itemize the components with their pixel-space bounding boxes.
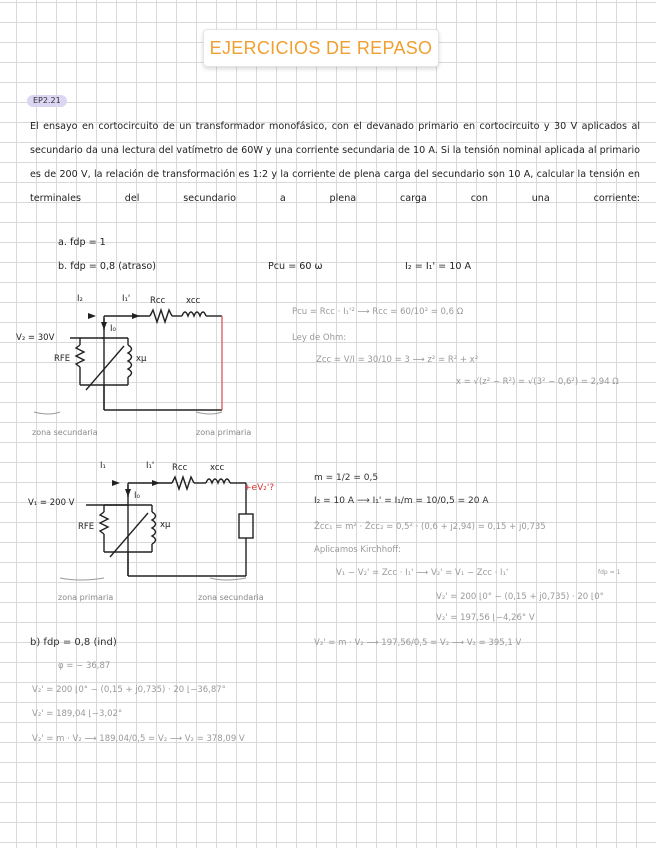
calc2-kirchhoff: Aplicamos Kirchhoff: [314, 545, 402, 555]
calc2-fdp-note: fdp = 1 [598, 569, 621, 576]
circuit1-io-label: I₀ [110, 324, 116, 334]
calc2-i2: I₂ = 10 A ⟶ I₁' = I₁/m = 10/0,5 = 20 A [314, 496, 489, 506]
calc2-final: V₂' = m · V₂ ⟶ 197,56/0,5 = V₂ ⟶ V₂ = 395,1 V [314, 638, 522, 648]
calc1-line2: Ley de Ohm: [292, 333, 347, 343]
part-b-line2: V₂' = 189,04 ⌊−3,02° [32, 709, 123, 719]
circuit1-zone-left: zona secundaria [32, 428, 98, 437]
circuit2-xmu-label: xμ [160, 520, 171, 530]
circuit2-output: +eV₂'? [244, 483, 275, 493]
part-b-phi: φ = − 36,87 [58, 661, 111, 671]
calc1-line1: Pcu = Rcc · I₁'² ⟶ Rcc = 60/10² = 0,6 Ω [292, 307, 464, 317]
case-a: a. fdp = 1 [58, 237, 106, 248]
circuit1-rcc-label: Rcc [150, 296, 166, 306]
calc2-zcc: Z̄cc₁ = m² · Z̄cc₂ = 0,5² · (0,6 + j2,94) = 0,15 + j0,735 [314, 522, 546, 532]
problem-statement: El ensayo en cortocircuito de un transformador monofásico, con el devanado primario en cortocircuito y 30 V aplicados al secundario da una lectura del vatímetro de 60W y una corriente secundaria de 10 A. Si la tensión nominal aplicada al primario es de 200 V, la relación de transformación es 1:2 y la corriente de plena carga del secundario son 10 A, calcular la tensión en terminales del secundario a plena carga con una corriente: [30, 121, 640, 204]
part-b-heading: b) fdp = 0,8 (ind) [30, 637, 117, 648]
part-b-line1: V₂' = 200 ⌊0° − (0,15 + j0,735) · 20 ⌊−36,87° [32, 685, 226, 695]
given-current: I₂ = I₁' = 10 A [405, 261, 472, 272]
given-pcu: Pcu = 60 ω [268, 261, 323, 272]
circuit1-voltage: V₂ = 30V [16, 333, 55, 343]
circuit1-i2-label: I₂ [77, 294, 83, 304]
circuit2-rfe-label: RFE [78, 522, 95, 532]
circuit2-zone-right: zona secundaria [198, 593, 264, 602]
circuit2-voltage: V₁ = 200 V [28, 498, 75, 508]
circuit1-xcc-label: xcc [186, 296, 201, 306]
calc1-line3: Zcc = V/I = 30/10 = 3 ⟶ z² = R² + x² [316, 355, 479, 365]
circuit2-xcc-label: xcc [210, 463, 225, 473]
circuit2-zone-left: zona primaria [58, 593, 114, 602]
page-title: EJERCICIOS DE REPASO [203, 29, 439, 67]
exercise-tag: EP2.21 [27, 95, 67, 107]
part-b-line3: V₂' = m · V₂ ⟶ 189,04/0,5 = V₂ ⟶ V₂ = 378,09 V [32, 734, 245, 744]
calc2-result: V₂' = 197,56 ⌊−4,26° V [436, 613, 535, 623]
calc2-equation: V₁ − V₂' = Zcc · I₁' ⟶ V₂' = V₁ − Zcc · I₁' [336, 568, 509, 578]
circuit1-xmu-label: xμ [136, 354, 147, 364]
circuit2-rcc-label: Rcc [172, 463, 188, 473]
circuit1-zone-right: zona primaria [196, 428, 252, 437]
calc1-line4: x = √(z² − R²) = √(3² − 0,6²) = 2,94 Ω [456, 377, 619, 387]
circuit2-i1p-label: I₁' [146, 461, 155, 471]
calc2-m: m = 1/2 = 0,5 [314, 473, 379, 483]
circuit1-i1p-label: I₁' [122, 294, 131, 304]
circuit2-i1-label: I₁ [100, 461, 106, 471]
calc2-substitution: V₂' = 200 ⌊0° − (0,15 + j0,735) · 20 ⌊0° [436, 592, 604, 602]
circuit2-io-label: I₀ [134, 491, 140, 501]
case-b: b. fdp = 0,8 (atraso) [58, 261, 157, 272]
circuit1-rfe-label: RFE [54, 354, 71, 364]
